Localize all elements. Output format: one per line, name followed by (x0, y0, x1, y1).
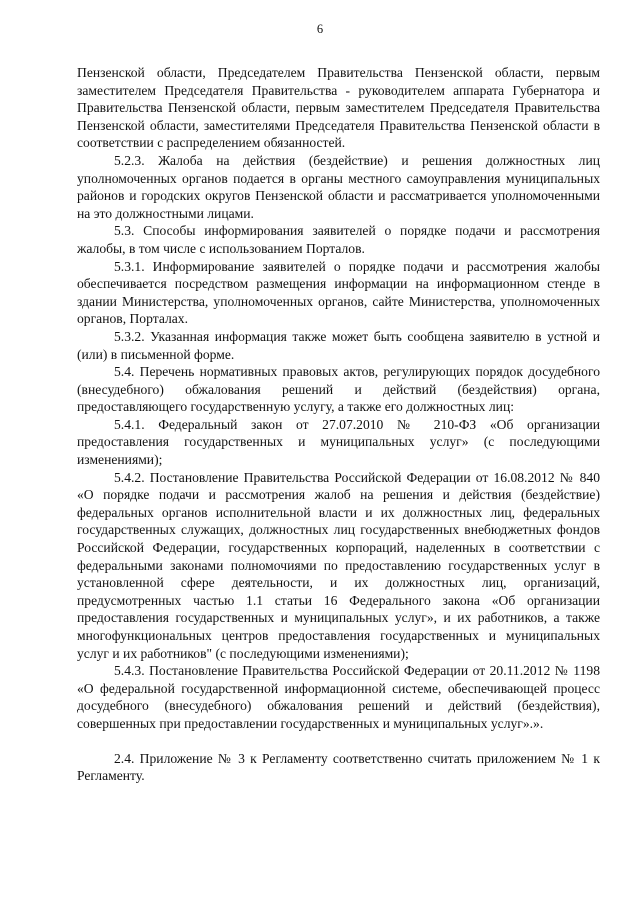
paragraph-5-3-2: 5.3.2. Указанная информация также может быть сообщена заявителю в устной и (или) в письменной форме. (77, 328, 600, 362)
paragraph-5-4-1: 5.4.1. Федеральный закон от 27.07.2010 № 210-ФЗ «Об организации предоставления государственных и муниципальных услуг» (с последующими изменениями); (77, 416, 600, 468)
paragraph-5-4-2: 5.4.2. Постановление Правительства Российской Федерации от 16.08.2012 № 840 «О порядке подачи и рассмотрения жалоб на решения и действия (бездействие) федеральных органов исполнительной власти и их должностных лиц, федеральных государственных служащих, должностных лиц государственных внебюджетных фондов Российской Федерации, государственных корпораций, наделенных в соответствии с федеральными законами полномочиями по предоставлению государственных услуг в установленной сфере деятельности, и их должностных лиц, организаций, предусмотренных частью 1.1 статьи 16 Федерального закона «Об организации предоставления государственных и муниципальных услуг», и их работников, а также многофункциональных центров предоставления государственных и муниципальных услуг и их работников" (с последующими изменениями); (77, 469, 600, 661)
paragraph-5-2-3: 5.2.3. Жалоба на действия (бездействие) и решения должностных лиц уполномоченных органов подается в органы местного самоуправления муниципальных районов и городских округов Пензенской области и рассматривается уполномоченными на это должностными лицами. (77, 152, 600, 221)
paragraph-2-4: 2.4. Приложение № 3 к Регламенту соответственно считать приложением № 1 к Регламенту. (77, 750, 600, 784)
document-body (77, 64, 600, 785)
paragraph-5-4: 5.4. Перечень нормативных правовых актов, регулирующих порядок досудебного (внесудебного) обжалования решений и действий (бездействия) органа, предоставляющего государственную услугу, а также его должностных лиц: (77, 364, 600, 415)
paragraph-continuation: Пензенской области, Председателем Правительства Пензенской области, первым заместителем Председателя Правительства - руководителем аппарата Губернатора и Правительства Пензенской области, первым заместителем Председателя Правительства Пензенской области, заместителями Председателя Правительства Пензенской области в соответствии с распределением обязанностей. (77, 65, 600, 151)
paragraph-5-3: 5.3. Способы информирования заявителей о порядке подачи и рассмотрения жалобы, в том числе с использованием Порталов. (77, 223, 600, 256)
paragraph-5-4-3: 5.4.3. Постановление Правительства Российской Федерации от 20.11.2012 № 1198 «О федеральной государственной информационной системе, обеспечивающей процесс досудебного (внесудебного) обжалования решений и действий (бездействия), совершенных при предоставлении государственных и муниципальных услуг».». (77, 663, 600, 731)
page-number: 6 (316, 22, 324, 36)
paragraph-5-3-1: 5.3.1. Информирование заявителей о порядке подачи и рассмотрения жалобы обеспечивается посредством размещения информации на информационном стенде в здании Министерства, уполномоченных органов, сайте Министерства, уполномоченных органов, Порталах. (77, 258, 600, 327)
